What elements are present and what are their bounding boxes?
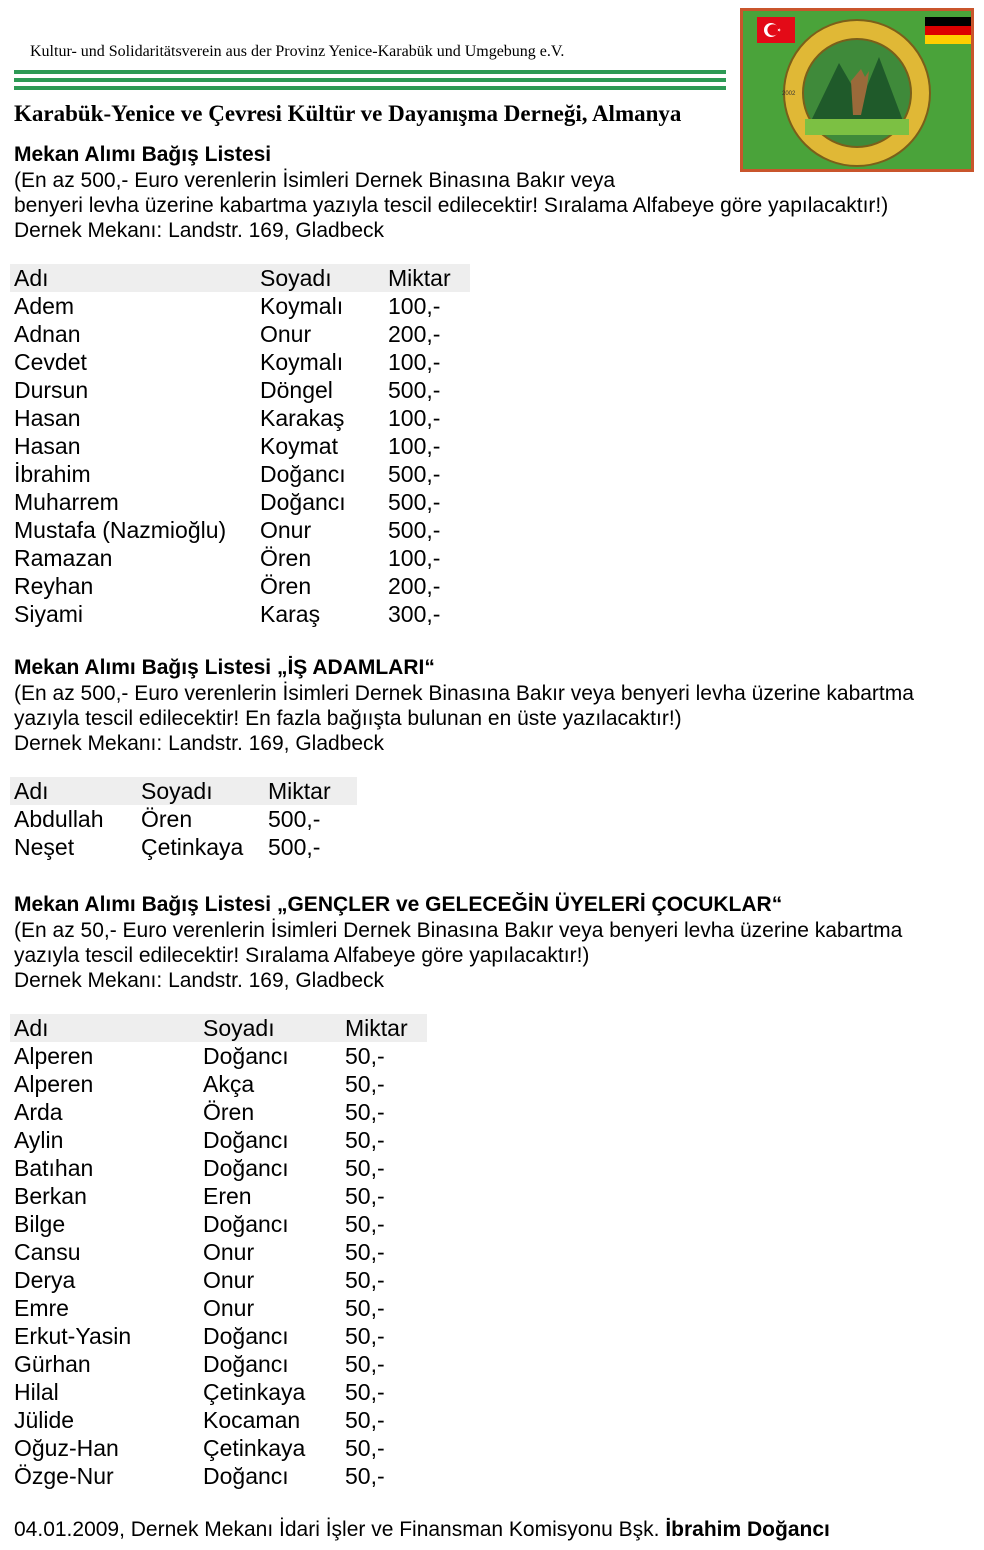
column-header-name: Adı bbox=[10, 1014, 203, 1042]
donation-section-general bbox=[14, 142, 888, 628]
table-row bbox=[10, 572, 470, 600]
section-address: Dernek Mekanı: Landstr. 169, Gladbeck bbox=[14, 969, 385, 992]
cell-surname: Koymalı bbox=[260, 349, 344, 375]
cell-surname: Döngel bbox=[260, 377, 333, 403]
cell-surname: Doğancı bbox=[203, 1463, 289, 1489]
column-header-amount: Miktar bbox=[345, 1014, 427, 1042]
table-row bbox=[10, 1238, 427, 1266]
cell-amount: 200,- bbox=[388, 321, 441, 347]
cell-amount: 50,- bbox=[345, 1211, 385, 1237]
cell-surname: Doğancı bbox=[203, 1351, 289, 1377]
table-header-row bbox=[10, 777, 357, 805]
footer-text: 04.01.2009, Dernek Mekanı İdari İşler ve Finansman Komisyonu Bşk. bbox=[14, 1518, 666, 1541]
cell-name: Aylin bbox=[14, 1127, 64, 1153]
cell-amount: 50,- bbox=[345, 1323, 385, 1349]
table-row bbox=[10, 1154, 427, 1182]
column-header-name: Adı bbox=[10, 777, 141, 805]
logo-year: 2002 bbox=[782, 91, 796, 97]
table-row bbox=[10, 432, 470, 460]
cell-name: Hasan bbox=[14, 405, 81, 431]
cell-surname: Çetinkaya bbox=[203, 1379, 306, 1405]
table-row bbox=[10, 516, 470, 544]
cell-amount: 50,- bbox=[345, 1463, 385, 1489]
cell-name: Siyami bbox=[14, 601, 84, 627]
cell-amount: 100,- bbox=[388, 433, 441, 459]
cell-name: Emre bbox=[14, 1295, 69, 1321]
cell-name: Erkut-Yasin bbox=[14, 1323, 132, 1349]
column-header-amount: Miktar bbox=[388, 264, 470, 292]
table-row bbox=[10, 404, 470, 432]
cell-amount: 50,- bbox=[345, 1407, 385, 1433]
cell-name: Bilge bbox=[14, 1211, 66, 1237]
section-address: Dernek Mekanı: Landstr. 169, Gladbeck bbox=[14, 732, 385, 755]
table-row bbox=[10, 1098, 427, 1126]
header-rule bbox=[14, 70, 726, 74]
column-header-surname: Soyadı bbox=[203, 1014, 345, 1042]
cell-amount: 50,- bbox=[345, 1267, 385, 1293]
donation-table bbox=[10, 1014, 427, 1490]
cell-surname: Onur bbox=[203, 1267, 255, 1293]
cell-name: Adnan bbox=[14, 321, 81, 347]
cell-surname: Ören bbox=[203, 1099, 255, 1125]
cell-amount: 50,- bbox=[345, 1155, 385, 1181]
cell-name: Cevdet bbox=[14, 349, 87, 375]
table-row bbox=[10, 1266, 427, 1294]
table-row bbox=[10, 1322, 427, 1350]
cell-surname: Doğancı bbox=[203, 1323, 289, 1349]
table-row bbox=[10, 1042, 427, 1070]
cell-surname: Akça bbox=[203, 1071, 255, 1097]
table-row bbox=[10, 1294, 427, 1322]
cell-surname: Karaş bbox=[260, 601, 321, 627]
cell-name: Mustafa (Nazmioğlu) bbox=[14, 517, 227, 543]
cell-amount: 500,- bbox=[268, 834, 321, 860]
table-row bbox=[10, 1070, 427, 1098]
cell-surname: Eren bbox=[203, 1183, 252, 1209]
cell-name: Hilal bbox=[14, 1379, 59, 1405]
cell-name: Abdullah bbox=[14, 806, 104, 832]
cell-name: Özge-Nur bbox=[14, 1463, 114, 1489]
cell-surname: Ören bbox=[260, 545, 312, 571]
cell-surname: Doğancı bbox=[203, 1127, 289, 1153]
association-name-german: Kultur- und Solidaritätsverein aus der Provinz Yenice-Karabük und Umgebung e.V. bbox=[30, 43, 565, 60]
cell-name: İbrahim bbox=[14, 461, 91, 487]
cell-amount: 500,- bbox=[388, 461, 441, 487]
footer-signature bbox=[14, 1518, 830, 1542]
cell-surname: Çetinkaya bbox=[141, 834, 244, 860]
cell-name: Ramazan bbox=[14, 545, 113, 571]
table-header-row bbox=[10, 1014, 427, 1042]
cell-surname: Doğancı bbox=[203, 1155, 289, 1181]
cell-amount: 50,- bbox=[345, 1071, 385, 1097]
cell-name: Gürhan bbox=[14, 1351, 91, 1377]
cell-surname: Onur bbox=[260, 517, 312, 543]
table-row bbox=[10, 805, 357, 833]
cell-name: Derya bbox=[14, 1267, 76, 1293]
cell-amount: 50,- bbox=[345, 1099, 385, 1125]
cell-surname: Koymat bbox=[260, 433, 338, 459]
table-header-row bbox=[10, 264, 470, 292]
cell-name: Batıhan bbox=[14, 1155, 94, 1181]
column-header-surname: Soyadı bbox=[141, 777, 268, 805]
cell-surname: Onur bbox=[260, 321, 312, 347]
footer-signer: İbrahim Doğancı bbox=[665, 1518, 830, 1541]
cell-amount: 100,- bbox=[388, 405, 441, 431]
section-heading: Mekan Alımı Bağış Listesi „İŞ ADAMLARI“ bbox=[14, 656, 435, 679]
cell-name: Neşet bbox=[14, 834, 75, 860]
cell-amount: 500,- bbox=[388, 489, 441, 515]
cell-name: Adem bbox=[14, 293, 75, 319]
column-header-surname: Soyadı bbox=[260, 264, 388, 292]
cell-amount: 50,- bbox=[345, 1435, 385, 1461]
cell-amount: 100,- bbox=[388, 349, 441, 375]
cell-amount: 500,- bbox=[388, 517, 441, 543]
table-row bbox=[10, 1126, 427, 1154]
cell-amount: 100,- bbox=[388, 293, 441, 319]
cell-amount: 50,- bbox=[345, 1183, 385, 1209]
table-row bbox=[10, 376, 470, 404]
header-rule bbox=[14, 86, 726, 90]
cell-surname: Koymalı bbox=[260, 293, 344, 319]
section-note-line: yazıyla tescil edilecektir! Sıralama Alfabeye göre yapılacaktır!) bbox=[14, 944, 590, 967]
column-header-amount: Miktar bbox=[268, 777, 357, 805]
table-row bbox=[10, 460, 470, 488]
section-note-line: yazıyla tescil edilecektir! En fazla bağıışta bulunan en üste yazılacaktır!) bbox=[14, 707, 682, 730]
cell-amount: 50,- bbox=[345, 1351, 385, 1377]
cell-name: Arda bbox=[14, 1099, 63, 1125]
cell-surname: Doğancı bbox=[260, 489, 346, 515]
page-title: Karabük-Yenice ve Çevresi Kültür ve Dayanışma Derneği, Almanya bbox=[14, 101, 682, 126]
cell-name: Oğuz-Han bbox=[14, 1435, 119, 1461]
donation-section-business bbox=[14, 655, 914, 861]
section-note-line: (En az 500,- Euro verenlerin İsimleri Dernek Binasına Bakır veya bbox=[14, 169, 616, 192]
section-note-line: benyeri levha üzerine kabartma yazıyla tescil edilecektir! Sıralama Alfabeye göre yapılacaktır!) bbox=[14, 194, 889, 217]
cell-surname: Doğancı bbox=[203, 1211, 289, 1237]
donation-section-youth bbox=[14, 892, 902, 1490]
table-row bbox=[10, 1406, 427, 1434]
cell-amount: 100,- bbox=[388, 545, 441, 571]
section-note-line: (En az 500,- Euro verenlerin İsimleri Dernek Binasına Bakır veya benyeri levha üzerine kabartma bbox=[14, 682, 914, 705]
cell-name: Alperen bbox=[14, 1043, 94, 1069]
cell-surname: Onur bbox=[203, 1239, 255, 1265]
table-row bbox=[10, 1210, 427, 1238]
cell-surname: Onur bbox=[203, 1295, 255, 1321]
cell-name: Jülide bbox=[14, 1407, 75, 1433]
table-row bbox=[10, 600, 470, 628]
cell-surname: Karakaş bbox=[260, 405, 345, 431]
cell-amount: 50,- bbox=[345, 1379, 385, 1405]
donation-table bbox=[10, 777, 357, 861]
cell-amount: 500,- bbox=[388, 377, 441, 403]
germany-flag-icon bbox=[925, 17, 971, 44]
donation-table bbox=[10, 264, 470, 628]
section-heading: Mekan Alımı Bağış Listesi bbox=[14, 143, 272, 166]
cell-surname: Doğancı bbox=[203, 1043, 289, 1069]
cell-amount: 200,- bbox=[388, 573, 441, 599]
section-heading: Mekan Alımı Bağış Listesi „GENÇLER ve GELECEĞİN ÜYELERİ ÇOCUKLAR“ bbox=[14, 893, 783, 916]
cell-name: Berkan bbox=[14, 1183, 87, 1209]
cell-amount: 50,- bbox=[345, 1239, 385, 1265]
cell-name: Alperen bbox=[14, 1071, 94, 1097]
table-row bbox=[10, 320, 470, 348]
cell-amount: 50,- bbox=[345, 1043, 385, 1069]
cell-surname: Ören bbox=[141, 806, 193, 832]
cell-name: Reyhan bbox=[14, 573, 94, 599]
table-row bbox=[10, 1378, 427, 1406]
cell-surname: Doğancı bbox=[260, 461, 346, 487]
cell-amount: 300,- bbox=[388, 601, 441, 627]
section-note-line: (En az 50,- Euro verenlerin İsimleri Dernek Binasına Bakır veya benyeri levha üzerine kabartma bbox=[14, 919, 903, 942]
table-row bbox=[10, 1350, 427, 1378]
table-row bbox=[10, 1182, 427, 1210]
header-rule bbox=[14, 78, 726, 82]
cell-name: Dursun bbox=[14, 377, 89, 403]
cell-amount: 50,- bbox=[345, 1127, 385, 1153]
cell-surname: Ören bbox=[260, 573, 312, 599]
column-header-name: Adı bbox=[10, 264, 260, 292]
table-row bbox=[10, 1462, 427, 1490]
cell-amount: 500,- bbox=[268, 806, 321, 832]
table-row bbox=[10, 1434, 427, 1462]
cell-name: Hasan bbox=[14, 433, 81, 459]
table-row bbox=[10, 544, 470, 572]
table-row bbox=[10, 833, 357, 861]
turkey-flag-icon bbox=[757, 17, 795, 43]
cell-amount: 50,- bbox=[345, 1295, 385, 1321]
cell-surname: Kocaman bbox=[203, 1407, 301, 1433]
cell-name: Cansu bbox=[14, 1239, 81, 1265]
table-row bbox=[10, 348, 470, 376]
table-row bbox=[10, 488, 470, 516]
cell-surname: Çetinkaya bbox=[203, 1435, 306, 1461]
table-row bbox=[10, 292, 470, 320]
section-address: Dernek Mekanı: Landstr. 169, Gladbeck bbox=[14, 219, 385, 242]
cell-name: Muharrem bbox=[14, 489, 119, 515]
